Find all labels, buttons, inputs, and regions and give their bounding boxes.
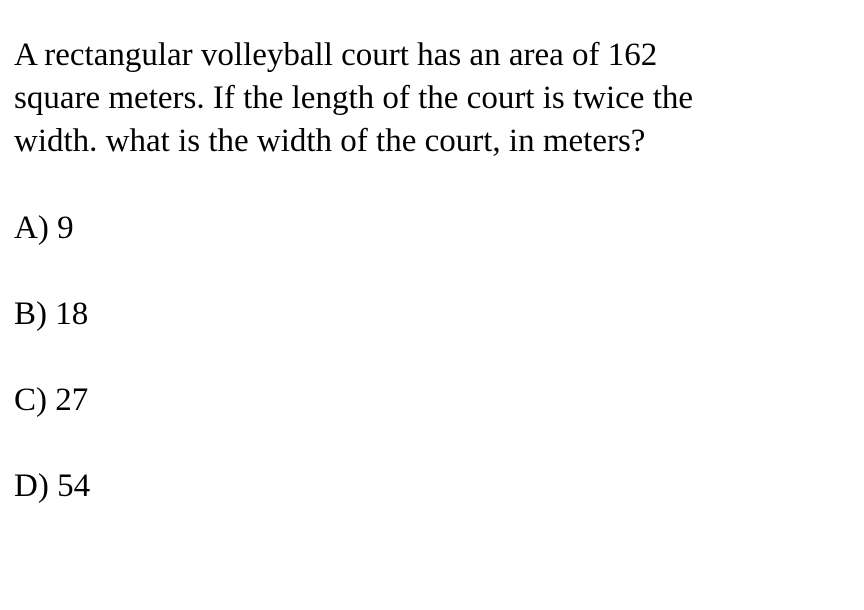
question-text <box>14 34 834 163</box>
choice-label: D) <box>14 468 49 504</box>
question-line: square meters. If the length of the court is twice the <box>14 80 694 116</box>
choice-label: B) <box>14 296 47 332</box>
choice-label: C) <box>14 382 47 418</box>
answer-choice-b[interactable] <box>14 293 88 336</box>
question-line: A rectangular volleyball court has an area of 162 <box>14 37 658 73</box>
question-line: width. what is the width of the court, in meters? <box>14 123 646 159</box>
answer-choice-a[interactable] <box>14 207 74 250</box>
choice-value: 9 <box>57 210 74 246</box>
question-page <box>14 34 834 504</box>
choice-label: A) <box>14 210 49 246</box>
answer-choice-c[interactable] <box>14 379 88 422</box>
answer-choice-d[interactable] <box>14 465 90 508</box>
choice-value: 54 <box>57 468 91 504</box>
choice-value: 18 <box>55 296 89 332</box>
choice-value: 27 <box>55 382 89 418</box>
